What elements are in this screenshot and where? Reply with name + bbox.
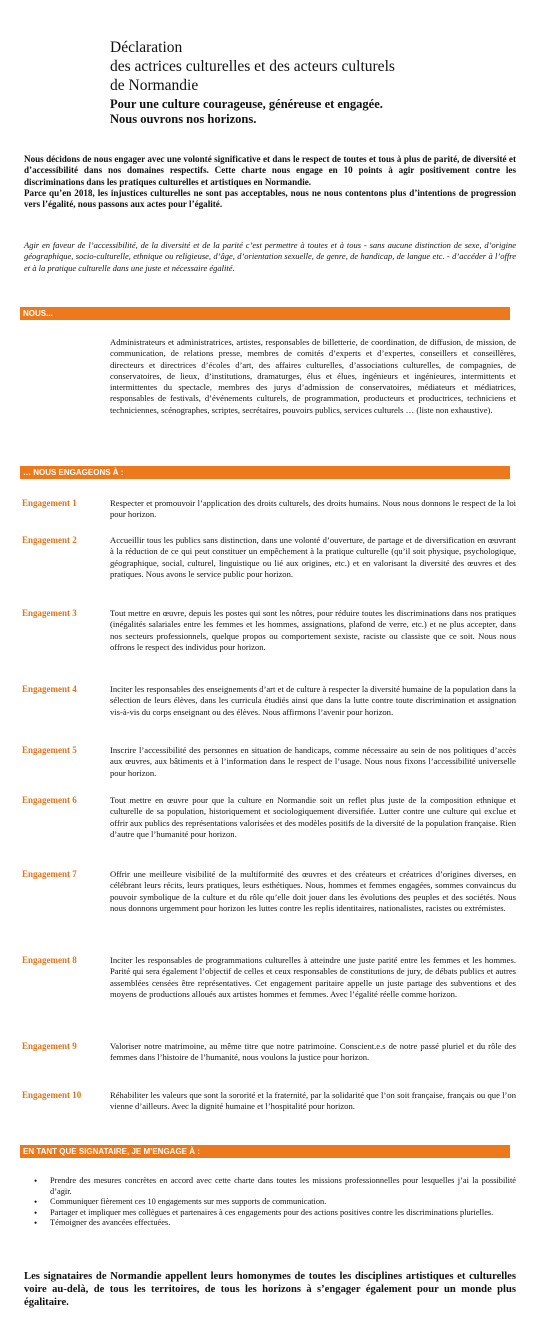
title-line-1: Déclaration bbox=[110, 39, 183, 56]
engagement-text: Respecter et promouvoir l’application des droits culturels, des droits humains. Nous nous donnons le respect de la loi pour horizon. bbox=[110, 498, 516, 520]
list-item bbox=[28, 1197, 516, 1208]
engagement-text: Inciter les responsables de programmations culturelles à atteindre une juste parité entre les femmes et les hommes. Parité qui sera également l’objectif de celles et ceux responsables de constitutions de jury, de débats publics et autres assemblées censées être représentatives. Cet engagement paritaire appelle un juste partage des subventions et des moyens de productions alloués aux artistes hommes et femmes. Avec l’égalité réelle comme horizon. bbox=[110, 955, 516, 999]
closing-statement: Les signataires de Normandie appellent leurs homonymes de toutes les disciplines artistiques et culturelles voire au-delà, de tous les territoires, de tous les horizons à s’engager également pour un monde plus égalitaire. bbox=[24, 1271, 516, 1308]
engagement-label: Engagement 8 bbox=[22, 955, 77, 965]
signataire-list bbox=[28, 1176, 516, 1229]
engagement-text: Offrir une meilleure visibilité de la multiformité des œuvres et des créateurs et créatrices d’origines diverses, en célébrant leurs récits, leurs pratiques, leurs esthétiques. Nous, hommes et femmes engagées, sommes convaincus du pouvoir symbolique de la culture et du rôle qu’elle doit jouer dans les évolutions des peuples et des sociétés. Nous nous donnons urgemment pour horizon les luttes contre les replis identitaires, nationalistes, racistes ou extrémistes. bbox=[110, 869, 516, 913]
engagement-label: Engagement 9 bbox=[22, 1041, 77, 1051]
engagement-label: Engagement 7 bbox=[22, 869, 77, 879]
engagement-label: Engagement 4 bbox=[22, 684, 77, 694]
list-item-text: Témoigner des avancées effectuées. bbox=[50, 1218, 171, 1228]
engagement-label: Engagement 1 bbox=[22, 498, 77, 508]
list-item bbox=[28, 1176, 516, 1197]
engagement-text: Tout mettre en œuvre, depuis les postes qui sont les nôtres, pour réduire toutes les discriminations dans nos pratiques (inégalités salariales entre les femmes et les hommes, assignations, plafond de verre, etc.) et ne plus accepter, dans nos secteurs professionnels, quelque propos ou comportement sexiste, raciste ou classiste que ce soit. Nous nous offrons le respect des individus pour horizon. bbox=[110, 608, 516, 652]
engagement-text: Tout mettre en œuvre pour que la culture en Normandie soit un reflet plus juste de la composition ethnique et culturelle de sa population, historiquement et sociologiquement diversifiée. Lutter contre une culture qui exclue et offrir aux publics des représentations valorisées et des modèles positifs de la diversité de la population française. Rien d’autre que l’humanité pour horizon. bbox=[110, 795, 516, 839]
engagement-label: Engagement 3 bbox=[22, 608, 77, 618]
lead-paragraph: Agir en faveur de l’accessibilité, de la diversité et de la parité c’est permettre à toutes et à tous - sans aucune distinction de sexe, d’origine géographique, socio-culturelle, ethnique ou religieuse, d’âge, d’orientation sexuelle, de genre, de handicap, de langue etc. - d’accéder à l’offre et à la pratique culturelle dans une juste et nécessaire égalité. bbox=[24, 240, 516, 273]
intro-paragraph-1: Nous décidons de nous engager avec une volonté significative et dans le respect de toutes et tous à plus de parité, de diversité et d’accessibilité dans nos domaines respectifs. Cette charte nous engage en 10 points à agir positivement contre les discriminations dans les pratiques culturelles et artistiques en Normandie. bbox=[24, 154, 516, 187]
document-title bbox=[110, 38, 510, 95]
engagement-text: Inscrire l’accessibilité des personnes en situation de handicaps, comme nécessaire au sein de nos politiques d’accès aux œuvres, aux bâtiments et à l’information dans le respect de l’usage. Nous nous fixons l’accessibilité universelle pour horizon. bbox=[110, 745, 516, 778]
nous-list-text: Administrateurs et administratrices, artistes, responsables de billetterie, de coordination, de diffusion, de mission, de communication, de relations presse, membres de comités d’experts et d’expertes, conseillers et conseillères, directeurs et directrices d’écoles d’art, des affaires culturelles, d’associations culturelles, de compagnies, de conservatoires, de lieux, d’institutions, dramaturges, élus et élues, ingénieurs et ingénieures, intermittents et intermittentes du spectacle, membres des jurys d’admission de conservatoires, médiateurs et médiatrices, responsables de festivals, d’événements culturels, de programmation, producteurs et productrices, techniciens et techniciennes, scénographes, scriptes, secrétaires, pouvoirs publics, services culturels … (liste non exhaustive). bbox=[110, 337, 516, 415]
intro-paragraph-2: Parce qu’en 2018, les injustices culturelles ne sont pas acceptables, nous ne nous contentons plus d’intentions de progression vers l’égalité, nous passons aux actes pour l’égalité. bbox=[24, 187, 516, 210]
engagement-label: Engagement 6 bbox=[22, 795, 77, 805]
document-subtitle bbox=[110, 97, 510, 127]
engagement-text: Réhabiliter les valeurs que sont la sororité et la fraternité, par la solidarité que l’on soit française, français ou que l’on vienne d’ailleurs. Avec la dignité humaine et l’hospitalité pour horizon. bbox=[110, 1090, 516, 1112]
section-bar-signataire: EN TANT QUE SIGNATAIRE, JE M’ENGAGE À : bbox=[20, 1145, 510, 1158]
intro-block bbox=[24, 154, 516, 210]
subtitle-line-2: Nous ouvrons nos horizons. bbox=[110, 112, 257, 126]
bullet-icon: • bbox=[34, 1176, 38, 1186]
engagement-label: Engagement 5 bbox=[22, 745, 77, 755]
title-line-3: de Normandie bbox=[110, 77, 199, 94]
title-line-2: des actrices culturelles et des acteurs culturels bbox=[110, 58, 395, 75]
list-item bbox=[28, 1218, 516, 1229]
bullet-icon: • bbox=[34, 1218, 38, 1229]
list-item-text: Partager et impliquer mes collègues et partenaires à ces engagements pour des actions positives contre les discriminations plurielles. bbox=[50, 1207, 494, 1217]
engagement-text: Inciter les responsables des enseignements d’art et de culture à respecter la diversité humaine de la population dans la sélection de leurs élèves, dans les curricula étudiés ainsi que dans la lutte contre toute discrimination et assignation vis-à-vis du corps enseignant ou des élèves. Nous affirmons l’avenir pour horizon. bbox=[110, 684, 516, 717]
section-bar-nous: NOUS... bbox=[20, 307, 510, 320]
bullet-icon: • bbox=[34, 1197, 38, 1208]
engagement-label: Engagement 2 bbox=[22, 535, 77, 545]
bullet-icon: • bbox=[34, 1207, 38, 1218]
section-bar-engageons: … NOUS ENGAGEONS À : bbox=[20, 466, 510, 479]
list-item-text: Communiquer fièrement ces 10 engagements sur mes supports de communication. bbox=[50, 1197, 327, 1207]
engagement-text: Valoriser notre matrimoine, au même titre que notre patrimoine. Conscient.e.s de notre passé pluriel et du rôle des femmes dans l’histoire de l’humanité, nous voulons la justice pour horizon. bbox=[110, 1041, 516, 1063]
engagement-text: Accueillir tous les publics sans distinction, dans une volonté d’ouverture, de partage et de diversification en œuvrant à la réduction de ce qui peut constituer un empêchement à la pratique culturelle (qu’il soit physique, psychologique, géographique, social, culturel, linguistique ou lié aux origines, etc.) et en valorisant la diversité des œuvres et des pratiques. Nous avons le service public pour horizon. bbox=[110, 535, 516, 579]
list-item-text: Prendre des mesures concrètes en accord avec cette charte dans toutes les missions professionnelles pour lesquelles j’ai la possibilité d’agir. bbox=[50, 1176, 516, 1196]
list-item bbox=[28, 1208, 516, 1219]
subtitle-line-1: Pour une culture courageuse, généreuse et engagée. bbox=[110, 97, 383, 111]
engagement-label: Engagement 10 bbox=[22, 1090, 82, 1100]
